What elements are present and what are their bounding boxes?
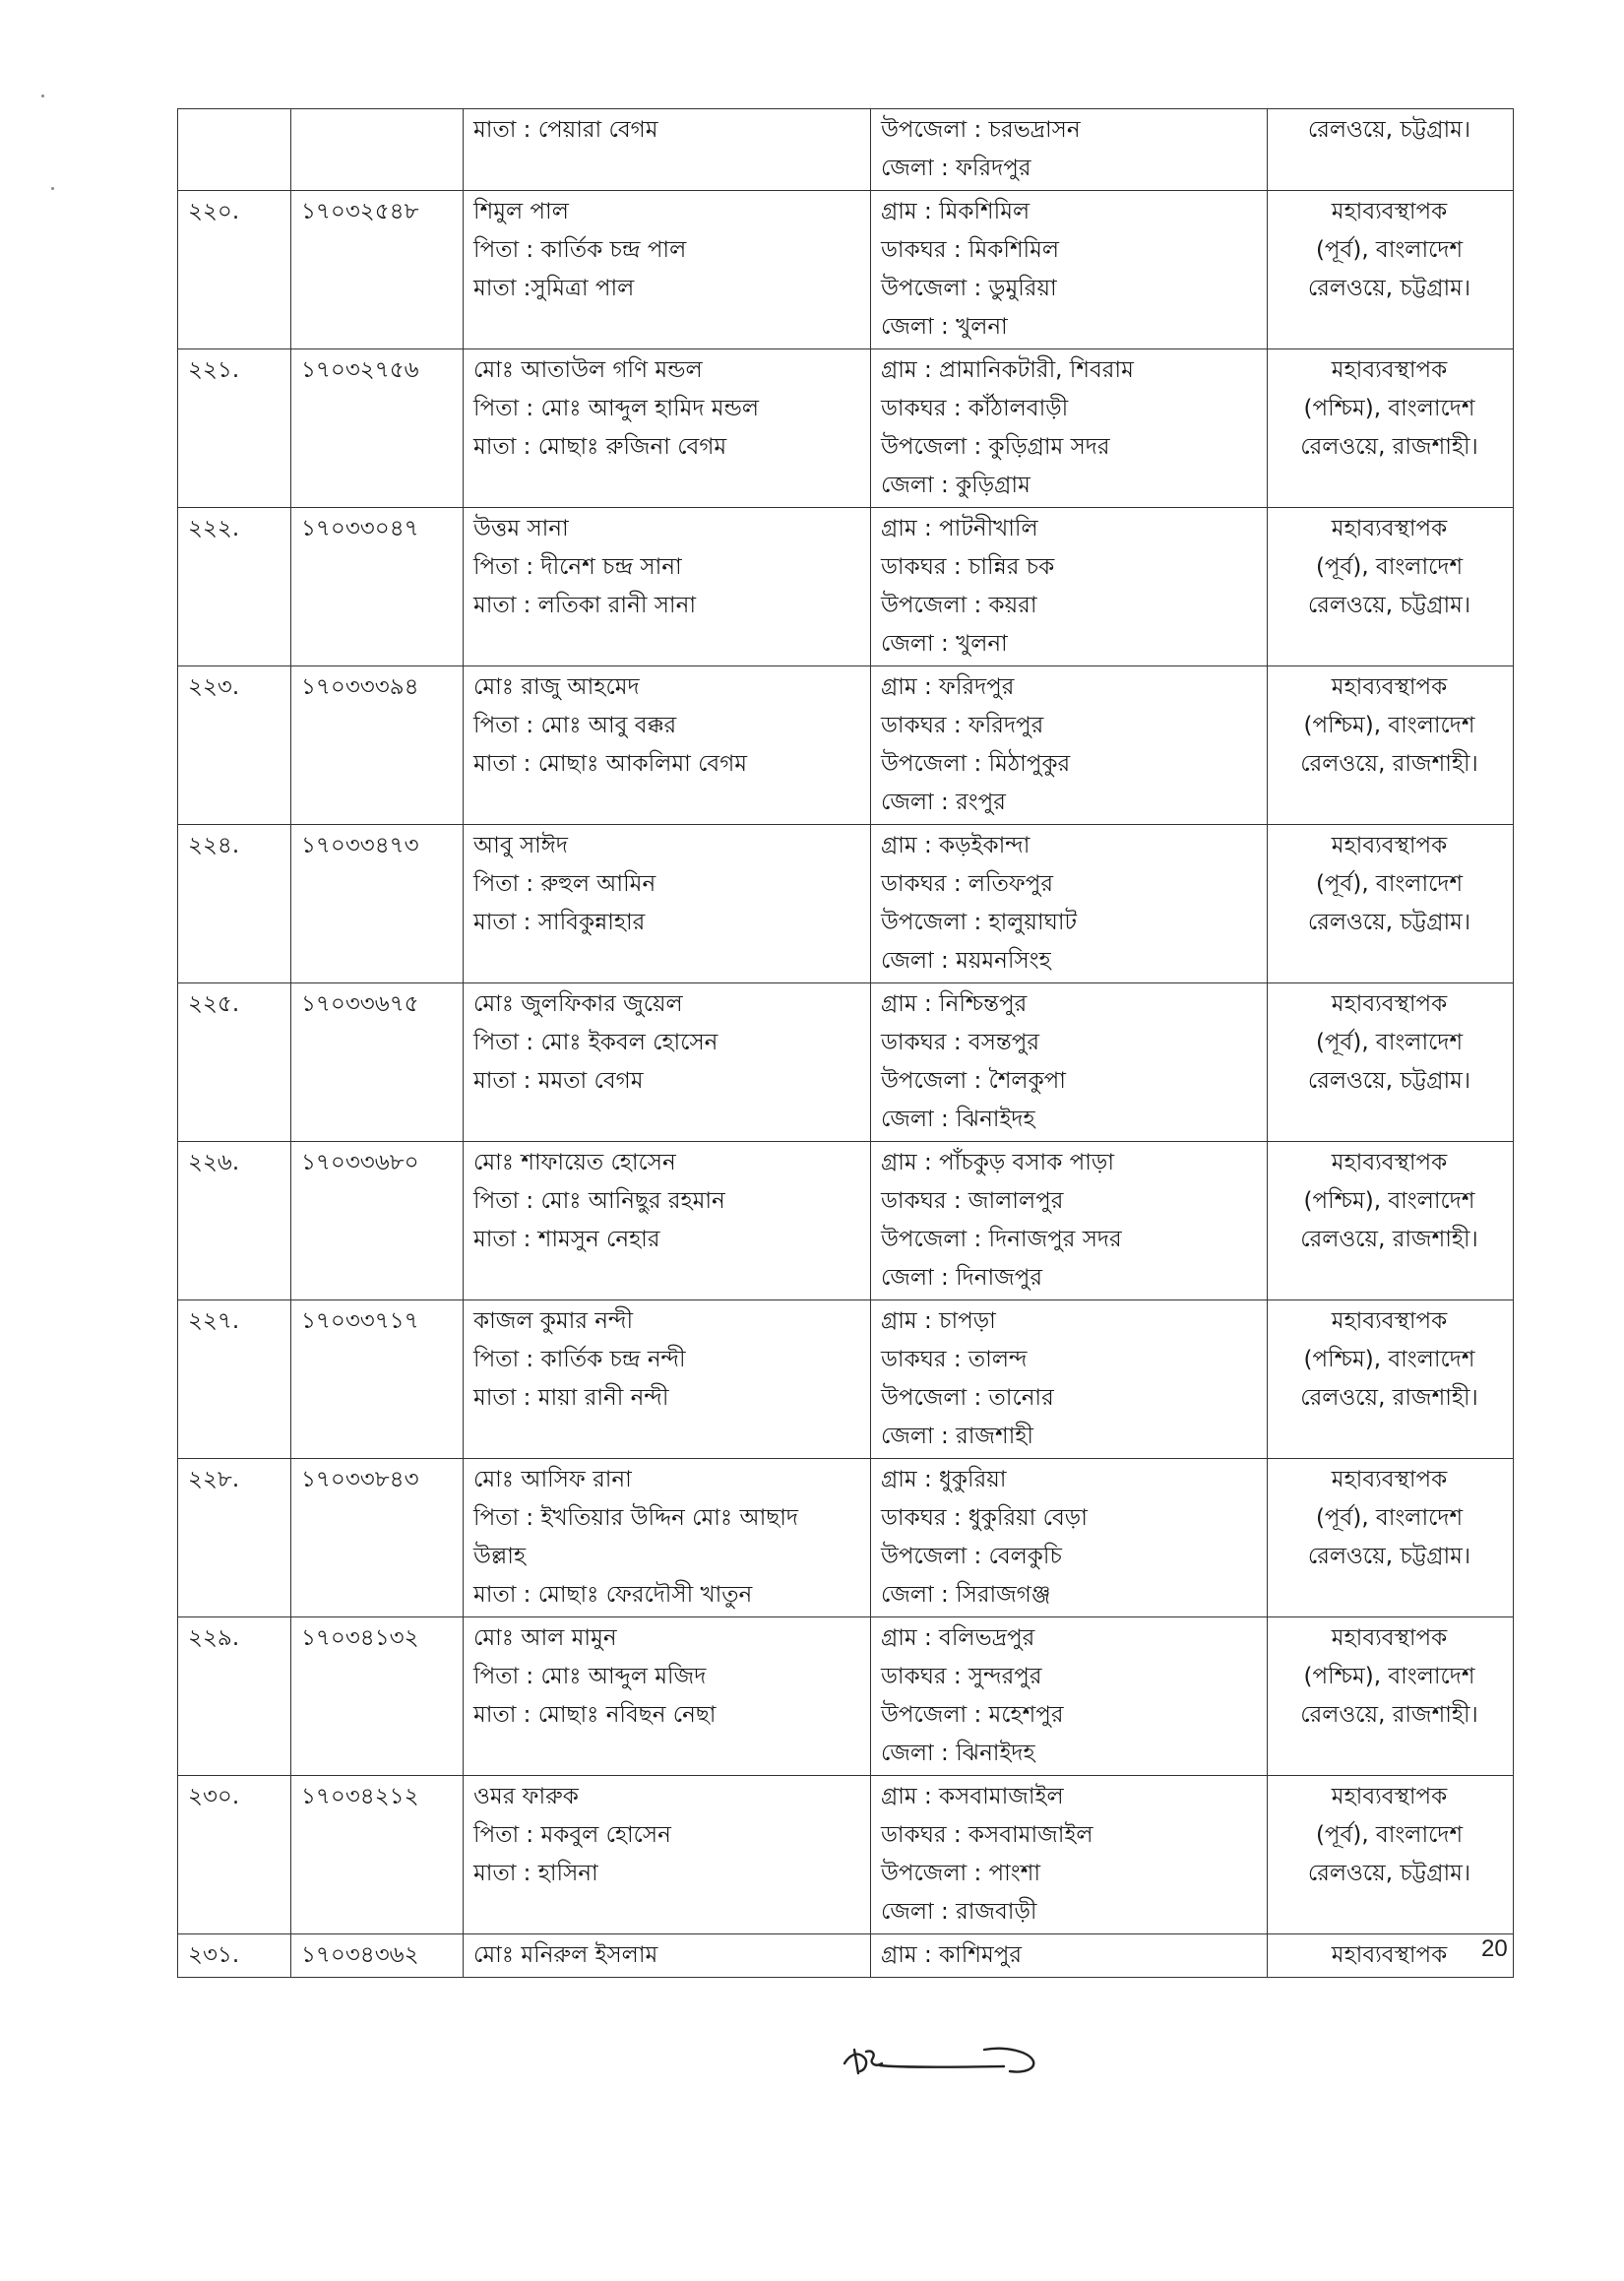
table-row bbox=[178, 983, 1514, 1142]
candidate-name-cell bbox=[464, 1459, 871, 1617]
candidate-name-line: মাতা : লতিকা রানী সানা bbox=[473, 593, 696, 618]
address-line: গ্রাম : কাশিমপুর bbox=[881, 1942, 1023, 1968]
candidate-name-line: কাজল কুমার নন্দী bbox=[473, 1308, 634, 1334]
serial-number-cell bbox=[178, 666, 291, 825]
serial-number-cell bbox=[178, 191, 291, 349]
candidate-name-line: মাতা : মোছাঃ নবিছন নেছা bbox=[473, 1702, 717, 1728]
address-line: গ্রাম : কড়ইকান্দা bbox=[881, 833, 1031, 858]
serial-number-cell bbox=[178, 1142, 291, 1300]
address-line: উপজেলা : তানোর bbox=[881, 1385, 1054, 1411]
serial-number-cell bbox=[178, 1617, 291, 1776]
address-line: জেলা : ঝিনাইদহ bbox=[881, 1741, 1035, 1766]
candidate-name-line: পিতা : দীনেশ চন্দ্র সানা bbox=[473, 554, 682, 580]
posting-office-line: রেলওয়ে, রাজশাহী। bbox=[1300, 1702, 1478, 1728]
address-line: ডাকঘর : মিকশিমিল bbox=[881, 237, 1060, 263]
posting-office-cell bbox=[1268, 1300, 1514, 1459]
posting-office-line: (পূর্ব), বাংলাদেশ bbox=[1315, 871, 1464, 897]
posting-office-line: মহাব্যবস্থাপক bbox=[1331, 516, 1448, 541]
posting-office-line: মহাব্যবস্থাপক bbox=[1331, 199, 1448, 224]
candidate-name-line: পিতা : রুহুল আমিন bbox=[473, 871, 656, 897]
address-line: ডাকঘর : জালালপুর bbox=[881, 1188, 1064, 1214]
candidate-name-line: পিতা : মোঃ আনিছুর রহমান bbox=[473, 1188, 725, 1214]
posting-office-line: মহাব্যবস্থাপক bbox=[1331, 833, 1448, 858]
address-line: উপজেলা : হালুয়াঘাট bbox=[881, 910, 1078, 935]
roll-number-text: ১৭০৩৩০৪৭ bbox=[301, 516, 419, 541]
address-line: ডাকঘর : লতিফপুর bbox=[881, 871, 1053, 897]
serial-number-text: ২২৪. bbox=[188, 833, 240, 858]
candidate-name-line: উল্লাহ bbox=[473, 1544, 527, 1569]
table-row bbox=[178, 825, 1514, 983]
candidate-name-cell bbox=[464, 1142, 871, 1300]
address-line: জেলা : রংপুর bbox=[881, 790, 1006, 815]
serial-number-text: ২২৬. bbox=[188, 1150, 240, 1175]
address-cell bbox=[871, 1617, 1268, 1776]
address-cell bbox=[871, 191, 1268, 349]
posting-office-line: (পশ্চিম), বাংলাদেশ bbox=[1303, 1188, 1475, 1214]
posting-office-line: মহাব্যবস্থাপক bbox=[1331, 1150, 1448, 1175]
address-line: জেলা : সিরাজগঞ্জ bbox=[881, 1582, 1051, 1608]
candidate-name-cell bbox=[464, 191, 871, 349]
candidate-name-line: মাতা : মোছাঃ ফেরদৌসী খাতুন bbox=[473, 1582, 753, 1608]
candidate-name-line: পিতা : কার্তিক চন্দ্র নন্দী bbox=[473, 1347, 686, 1372]
roll-number-text: ১৭০৩২৭৫৬ bbox=[301, 357, 419, 383]
serial-number-text: ২২২. bbox=[188, 516, 240, 541]
candidate-name-line: মোঃ আসিফ রানা bbox=[473, 1467, 632, 1492]
roll-number-text: ১৭০৩৩৮৪৩ bbox=[301, 1467, 419, 1492]
roll-number-text: ১৭০৩৩৬৭৫ bbox=[301, 991, 419, 1017]
address-cell bbox=[871, 825, 1268, 983]
posting-office-line: (পশ্চিম), বাংলাদেশ bbox=[1303, 1347, 1475, 1372]
table-row bbox=[178, 109, 1514, 191]
address-cell bbox=[871, 109, 1268, 191]
table-row bbox=[178, 1142, 1514, 1300]
address-line: গ্রাম : বলিভদ্রপুর bbox=[881, 1625, 1035, 1651]
address-line: জেলা : রাজশাহী bbox=[881, 1424, 1033, 1449]
address-line: ডাকঘর : ফরিদপুর bbox=[881, 713, 1044, 738]
address-line: জেলা : ঝিনাইদহ bbox=[881, 1107, 1035, 1132]
candidate-name-cell bbox=[464, 109, 871, 191]
serial-number-text: ২৩০. bbox=[188, 1784, 240, 1809]
address-line: ডাকঘর : ধুকুরিয়া বেড়া bbox=[881, 1505, 1088, 1531]
address-line: ডাকঘর : সুন্দরপুর bbox=[881, 1664, 1042, 1689]
posting-office-line: রেলওয়ে, চট্টগ্রাম। bbox=[1307, 1861, 1471, 1886]
posting-office-line: রেলওয়ে, চট্টগ্রাম। bbox=[1307, 1544, 1471, 1569]
candidate-name-cell bbox=[464, 825, 871, 983]
roll-number-text: ১৭০৩৪৩৬২ bbox=[301, 1942, 419, 1968]
table-row bbox=[178, 349, 1514, 508]
posting-office-cell bbox=[1268, 1459, 1514, 1617]
posting-office-line: (পূর্ব), বাংলাদেশ bbox=[1315, 554, 1464, 580]
posting-office-cell bbox=[1268, 349, 1514, 508]
posting-office-cell bbox=[1268, 1617, 1514, 1776]
serial-number-cell bbox=[178, 983, 291, 1142]
serial-number-text: ২২৫. bbox=[188, 991, 240, 1017]
posting-office-line: রেলওয়ে, চট্টগ্রাম। bbox=[1307, 117, 1471, 143]
address-line: গ্রাম : ফরিদপুর bbox=[881, 674, 1015, 700]
address-line: ডাকঘর : কাঁঠালবাড়ী bbox=[881, 396, 1069, 421]
roll-number-text: ১৭০৩৩৪৭৩ bbox=[301, 833, 419, 858]
roll-number-cell bbox=[291, 191, 464, 349]
posting-office-line: মহাব্যবস্থাপক bbox=[1331, 357, 1448, 383]
candidate-name-line: ওমর ফারুক bbox=[473, 1784, 579, 1809]
address-line: উপজেলা : মিঠাপুকুর bbox=[881, 751, 1071, 777]
posting-office-cell bbox=[1268, 109, 1514, 191]
posting-office-cell bbox=[1268, 1142, 1514, 1300]
candidate-name-line: মাতা :সুমিত্রা পাল bbox=[473, 276, 635, 301]
posting-office-line: রেলওয়ে, চট্টগ্রাম। bbox=[1307, 1068, 1471, 1094]
roll-number-cell bbox=[291, 825, 464, 983]
serial-number-cell bbox=[178, 1934, 291, 1978]
serial-number-text: ২২৩. bbox=[188, 674, 240, 700]
posting-office-line: রেলওয়ে, চট্টগ্রাম। bbox=[1307, 593, 1471, 618]
address-cell bbox=[871, 1142, 1268, 1300]
serial-number-text: ২২৯. bbox=[188, 1625, 240, 1651]
candidate-name-line: মাতা : পেয়ারা বেগম bbox=[473, 117, 658, 143]
serial-number-text: ২২৮. bbox=[188, 1467, 240, 1492]
serial-number-cell bbox=[178, 109, 291, 191]
roll-number-cell bbox=[291, 1617, 464, 1776]
address-line: উপজেলা : ডুমুরিয়া bbox=[881, 276, 1057, 301]
serial-number-cell bbox=[178, 825, 291, 983]
posting-office-line: (পশ্চিম), বাংলাদেশ bbox=[1303, 713, 1475, 738]
posting-office-line: (পূর্ব), বাংলাদেশ bbox=[1315, 237, 1464, 263]
roll-number-text: ১৭০৩৩৬৮০ bbox=[301, 1150, 419, 1175]
candidate-name-cell bbox=[464, 666, 871, 825]
address-cell bbox=[871, 508, 1268, 666]
posting-office-line: (পশ্চিম), বাংলাদেশ bbox=[1303, 1664, 1475, 1689]
candidate-table bbox=[177, 108, 1514, 1978]
address-line: ডাকঘর : তালন্দ bbox=[881, 1347, 1028, 1372]
candidate-name-line: পিতা : মকবুল হোসেন bbox=[473, 1822, 671, 1848]
candidate-name-line: মাতা : মমতা বেগম bbox=[473, 1068, 644, 1094]
candidate-name-line: মাতা : হাসিনা bbox=[473, 1861, 598, 1886]
posting-office-cell bbox=[1268, 983, 1514, 1142]
posting-office-line: মহাব্যবস্থাপক bbox=[1331, 1308, 1448, 1334]
address-line: উপজেলা : চরভদ্রাসন bbox=[881, 117, 1081, 143]
table-row bbox=[178, 1459, 1514, 1617]
address-line: ডাকঘর : কসবামাজাইল bbox=[881, 1822, 1093, 1848]
roll-number-text: ১৭০৩৩৩৯৪ bbox=[301, 674, 419, 700]
address-line: গ্রাম : নিশ্চিন্তপুর bbox=[881, 991, 1028, 1017]
address-line: ডাকঘর : বসন্তপুর bbox=[881, 1030, 1040, 1055]
address-line: গ্রাম : কসবামাজাইল bbox=[881, 1784, 1064, 1809]
address-cell bbox=[871, 1934, 1268, 1978]
roll-number-cell bbox=[291, 1142, 464, 1300]
candidate-name-line: আবু সাঈদ bbox=[473, 833, 568, 858]
address-line: জেলা : খুলনা bbox=[881, 314, 1008, 340]
candidate-name-cell bbox=[464, 1617, 871, 1776]
serial-number-text: ২৩১. bbox=[188, 1942, 240, 1968]
serial-number-cell bbox=[178, 1776, 291, 1934]
roll-number-cell bbox=[291, 983, 464, 1142]
candidate-name-line: পিতা : মোঃ ইকবল হোসেন bbox=[473, 1030, 718, 1055]
candidate-name-line: মাতা : শামসুন নেহার bbox=[473, 1227, 660, 1252]
posting-office-cell bbox=[1268, 825, 1514, 983]
address-line: জেলা : রাজবাড়ী bbox=[881, 1899, 1037, 1925]
candidate-name-cell bbox=[464, 1776, 871, 1934]
posting-office-line: রেলওয়ে, রাজশাহী। bbox=[1300, 751, 1478, 777]
candidate-name-line: মোঃ শাফায়েত হোসেন bbox=[473, 1150, 676, 1175]
table-row bbox=[178, 1934, 1514, 1978]
candidate-name-line: পিতা : মোঃ আব্দুল মজিদ bbox=[473, 1664, 707, 1689]
address-line: উপজেলা : কুড়িগ্রাম সদর bbox=[881, 434, 1110, 460]
table-row bbox=[178, 1300, 1514, 1459]
roll-number-cell bbox=[291, 109, 464, 191]
candidate-name-line: মাতা : মোছাঃ আকলিমা বেগম bbox=[473, 751, 748, 777]
candidate-name-cell bbox=[464, 1934, 871, 1978]
candidate-name-line: পিতা : মোঃ আবু বক্কর bbox=[473, 713, 677, 738]
candidate-name-line: পিতা : ইখতিয়ার উদ্দিন মোঃ আছাদ bbox=[473, 1505, 798, 1531]
posting-office-line: রেলওয়ে, রাজশাহী। bbox=[1300, 1227, 1478, 1252]
address-line: উপজেলা : দিনাজপুর সদর bbox=[881, 1227, 1122, 1252]
candidate-name-cell bbox=[464, 1300, 871, 1459]
candidate-name-line: মাতা : মায়া রানী নন্দী bbox=[473, 1385, 669, 1411]
candidate-name-cell bbox=[464, 349, 871, 508]
candidate-name-line: শিমুল পাল bbox=[473, 199, 569, 224]
address-line: গ্রাম : পাটনীখালি bbox=[881, 516, 1038, 541]
scan-speck bbox=[41, 95, 44, 97]
serial-number-text: ২২৭. bbox=[188, 1308, 240, 1334]
address-cell bbox=[871, 983, 1268, 1142]
roll-number-text: ১৭০৩৪১৩২ bbox=[301, 1625, 419, 1651]
page-number: 20 bbox=[1481, 1935, 1508, 1962]
posting-office-cell bbox=[1268, 1776, 1514, 1934]
candidate-name-line: মোঃ রাজু আহমেদ bbox=[473, 674, 640, 700]
signature-icon bbox=[837, 2028, 1063, 2087]
table-row bbox=[178, 1776, 1514, 1934]
candidate-table-body bbox=[178, 109, 1514, 1978]
posting-office-line: রেলওয়ে, রাজশাহী। bbox=[1300, 434, 1478, 460]
posting-office-line: (পূর্ব), বাংলাদেশ bbox=[1315, 1505, 1464, 1531]
posting-office-line: (পূর্ব), বাংলাদেশ bbox=[1315, 1822, 1464, 1848]
posting-office-cell bbox=[1268, 1934, 1514, 1978]
posting-office-line: মহাব্যবস্থাপক bbox=[1331, 1625, 1448, 1651]
roll-number-text: ১৭০৩৩৭১৭ bbox=[301, 1308, 419, 1334]
address-line: উপজেলা : পাংশা bbox=[881, 1861, 1040, 1886]
serial-number-text: ২২১. bbox=[188, 357, 240, 383]
candidate-name-line: মোঃ আল মামুন bbox=[473, 1625, 617, 1651]
candidate-name-line: উত্তম সানা bbox=[473, 516, 569, 541]
address-line: জেলা : ফরিদপুর bbox=[881, 156, 1031, 181]
serial-number-cell bbox=[178, 1459, 291, 1617]
address-line: গ্রাম : মিকশিমিল bbox=[881, 199, 1031, 224]
address-cell bbox=[871, 666, 1268, 825]
candidate-name-line: পিতা : কার্তিক চন্দ্র পাল bbox=[473, 237, 687, 263]
table-row bbox=[178, 508, 1514, 666]
candidate-name-line: মোঃ জুলফিকার জুয়েল bbox=[473, 991, 683, 1017]
address-cell bbox=[871, 1776, 1268, 1934]
posting-office-line: রেলওয়ে, চট্টগ্রাম। bbox=[1307, 910, 1471, 935]
roll-number-cell bbox=[291, 1934, 464, 1978]
posting-office-line: (পূর্ব), বাংলাদেশ bbox=[1315, 1030, 1464, 1055]
address-line: ডাকঘর : চান্নির চক bbox=[881, 554, 1055, 580]
address-line: জেলা : কুড়িগ্রাম bbox=[881, 473, 1031, 498]
candidate-name-line: মোঃ মনিরুল ইসলাম bbox=[473, 1942, 658, 1968]
address-line: জেলা : খুলনা bbox=[881, 631, 1008, 657]
posting-office-cell bbox=[1268, 508, 1514, 666]
posting-office-line: মহাব্যবস্থাপক bbox=[1331, 1942, 1448, 1968]
serial-number-cell bbox=[178, 508, 291, 666]
address-cell bbox=[871, 1300, 1268, 1459]
roll-number-text: ১৭০৩২৫৪৮ bbox=[301, 199, 419, 224]
address-line: উপজেলা : কয়রা bbox=[881, 593, 1037, 618]
address-line: গ্রাম : পাঁচকুড় বসাক পাড়া bbox=[881, 1150, 1114, 1175]
roll-number-cell bbox=[291, 1776, 464, 1934]
posting-office-line: মহাব্যবস্থাপক bbox=[1331, 1784, 1448, 1809]
roll-number-cell bbox=[291, 349, 464, 508]
posting-office-line: মহাব্যবস্থাপক bbox=[1331, 991, 1448, 1017]
address-line: উপজেলা : মহেশপুর bbox=[881, 1702, 1064, 1728]
candidate-name-cell bbox=[464, 508, 871, 666]
candidate-name-cell bbox=[464, 983, 871, 1142]
serial-number-text: ২২০. bbox=[188, 199, 240, 224]
posting-office-cell bbox=[1268, 191, 1514, 349]
posting-office-line: রেলওয়ে, চট্টগ্রাম। bbox=[1307, 276, 1471, 301]
address-line: জেলা : দিনাজপুর bbox=[881, 1265, 1042, 1291]
address-line: গ্রাম : ধুকুরিয়া bbox=[881, 1467, 1007, 1492]
scan-speck bbox=[51, 187, 54, 190]
posting-office-cell bbox=[1268, 666, 1514, 825]
candidate-name-line: পিতা : মোঃ আব্দুল হামিদ মন্ডল bbox=[473, 396, 760, 421]
serial-number-cell bbox=[178, 349, 291, 508]
roll-number-cell bbox=[291, 508, 464, 666]
posting-office-line: রেলওয়ে, রাজশাহী। bbox=[1300, 1385, 1478, 1411]
table-row bbox=[178, 666, 1514, 825]
roll-number-cell bbox=[291, 666, 464, 825]
address-line: উপজেলা : বেলকুচি bbox=[881, 1544, 1062, 1569]
table-row bbox=[178, 191, 1514, 349]
posting-office-line: মহাব্যবস্থাপক bbox=[1331, 1467, 1448, 1492]
serial-number-cell bbox=[178, 1300, 291, 1459]
address-line: গ্রাম : প্রামানিকটারী, শিবরাম bbox=[881, 357, 1134, 383]
candidate-name-line: মাতা : সাবিকুন্নাহার bbox=[473, 910, 646, 935]
roll-number-cell bbox=[291, 1300, 464, 1459]
address-line: গ্রাম : চাপড়া bbox=[881, 1308, 996, 1334]
table-row bbox=[178, 1617, 1514, 1776]
candidate-name-line: মাতা : মোছাঃ রুজিনা বেগম bbox=[473, 434, 727, 460]
posting-office-line: (পশ্চিম), বাংলাদেশ bbox=[1303, 396, 1475, 421]
address-line: জেলা : ময়মনসিংহ bbox=[881, 948, 1051, 974]
address-cell bbox=[871, 1459, 1268, 1617]
roll-number-cell bbox=[291, 1459, 464, 1617]
address-cell bbox=[871, 349, 1268, 508]
posting-office-line: মহাব্যবস্থাপক bbox=[1331, 674, 1448, 700]
roll-number-text: ১৭০৩৪২১২ bbox=[301, 1784, 419, 1809]
address-line: উপজেলা : শৈলকুপা bbox=[881, 1068, 1066, 1094]
candidate-name-line: মোঃ আতাউল গণি মন্ডল bbox=[473, 357, 703, 383]
